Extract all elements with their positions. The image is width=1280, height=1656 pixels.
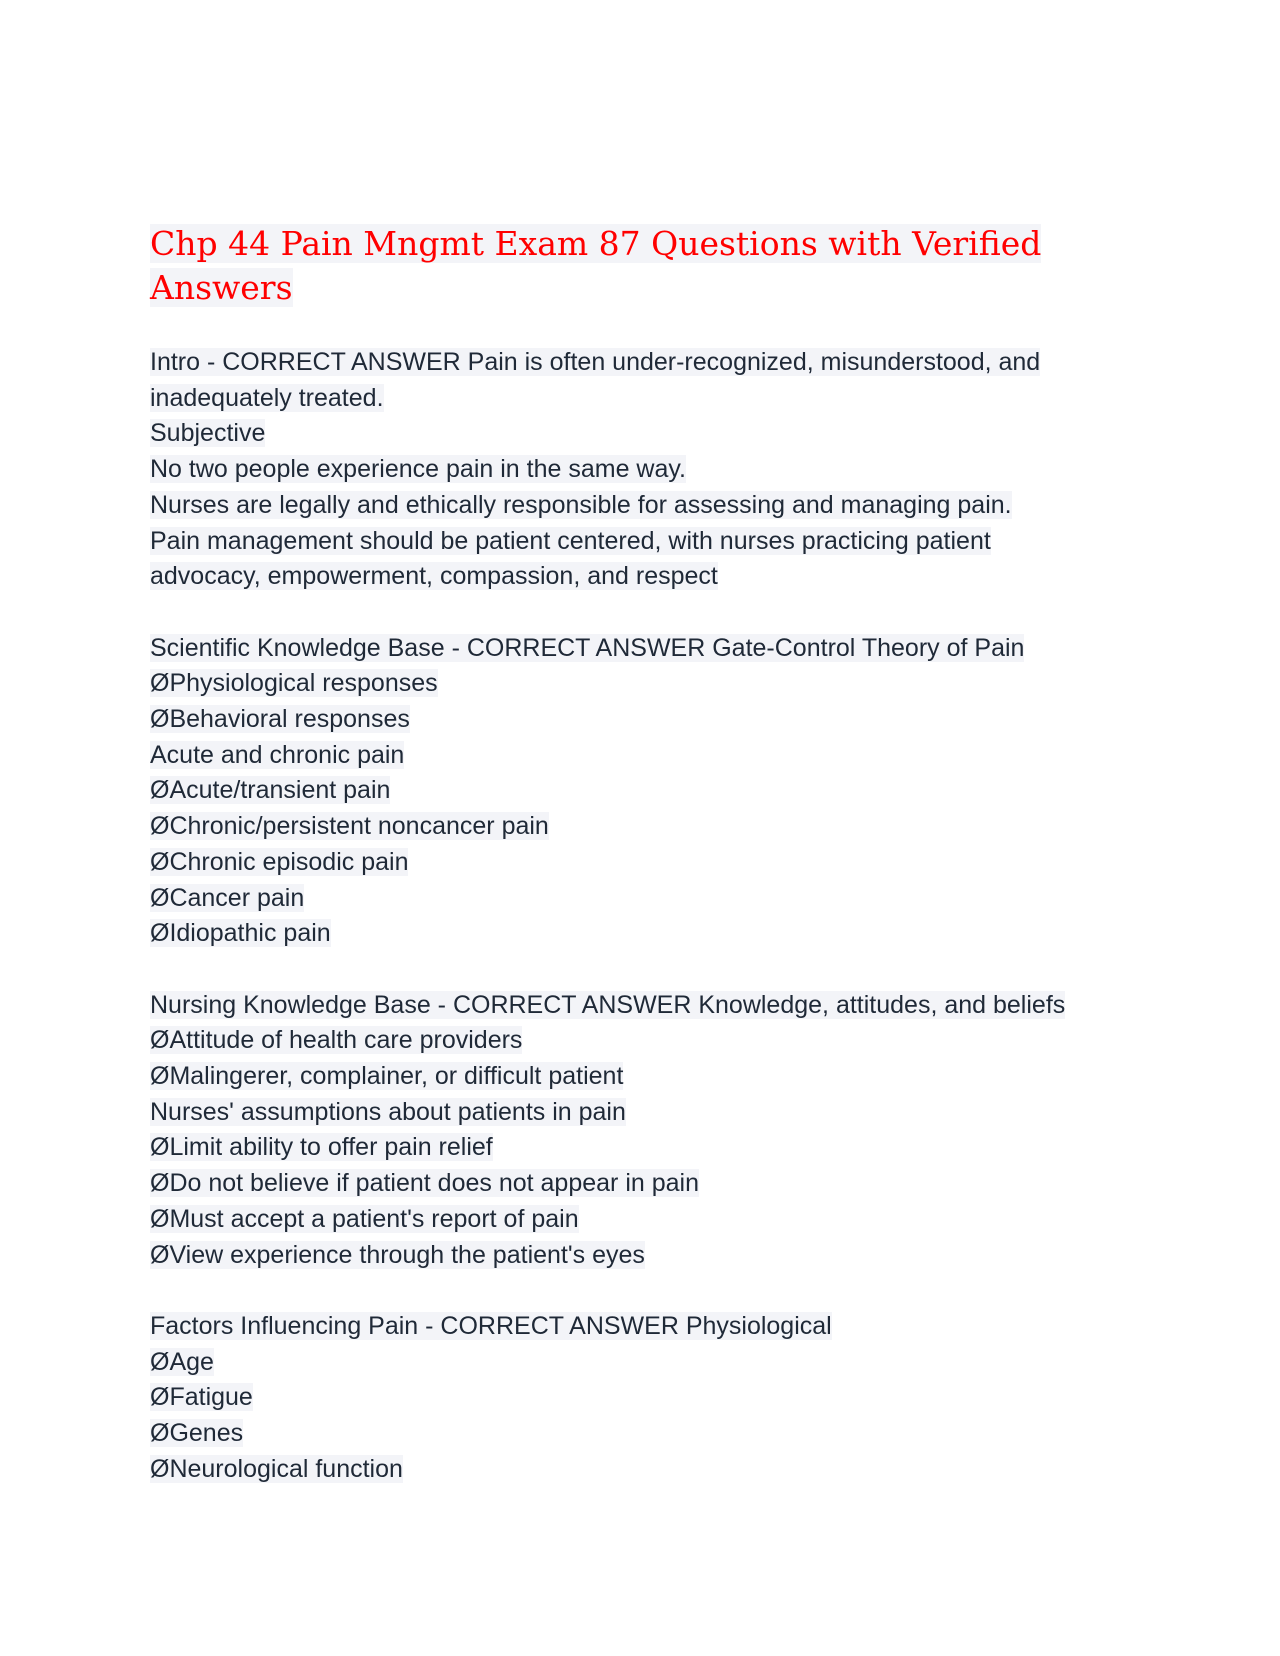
text-line: ØFatigue [150,1383,253,1412]
text-line: ØNeurological function [150,1454,403,1483]
text-line: ØMalingerer, complainer, or difficult patient [150,1062,624,1091]
text-line: ØPhysiological responses [150,669,438,698]
text-line: Acute and chronic pain [150,740,405,769]
text-line: ØBehavioral responses [150,705,410,734]
text-line: ØAcute/transient pain [150,776,391,805]
text-line: ØDo not believe if patient does not appear in pain [150,1169,699,1198]
title-line-2: Answers [150,268,293,307]
text-line: Nursing Knowledge Base - CORRECT ANSWER Knowledge, attitudes, and beliefs [150,990,1066,1019]
paragraph-gap [150,595,1150,631]
text-line: Pain management should be patient centered, with nurses practicing patient [150,526,991,555]
text-line: ØLimit ability to offer pain relief [150,1133,493,1162]
text-line: Intro - CORRECT ANSWER Pain is often under-recognized, misunderstood, and [150,348,1041,376]
text-line: Subjective [150,419,266,448]
text-line: Nurses are legally and ethically responsible for assessing and managing pain. [150,490,1012,519]
text-line: ØAttitude of health care providers [150,1026,523,1055]
text-line: ØAge [150,1347,214,1376]
document-title [150,222,1150,310]
text-line: Nurses' assumptions about patients in pain [150,1097,626,1126]
text-line: ØView experience through the patient's eyes [150,1240,645,1269]
text-line: inadequately treated. [150,383,384,412]
paragraph-gap [150,1273,1150,1309]
section-factors-influencing-pain [150,1309,1150,1488]
text-line: ØGenes [150,1419,244,1448]
section-scientific-knowledge-base [150,631,1150,952]
text-line: Scientific Knowledge Base - CORRECT ANSWER Gate-Control Theory of Pain [150,633,1025,662]
title-line-1: Chp 44 Pain Mngmt Exam 87 Questions with Verified [150,224,1042,263]
text-line: Factors Influencing Pain - CORRECT ANSWER Physiological [150,1311,832,1340]
document-body [150,345,1150,1487]
section-intro [150,345,1150,595]
text-line: ØIdiopathic pain [150,919,331,948]
text-line: advocacy, empowerment, compassion, and respect [150,562,718,591]
text-line: No two people experience pain in the same way. [150,455,686,484]
text-line: ØChronic/persistent noncancer pain [150,812,549,841]
paragraph-gap [150,952,1150,988]
text-line: ØMust accept a patient's report of pain [150,1204,579,1233]
section-nursing-knowledge-base [150,988,1150,1274]
text-line: ØChronic episodic pain [150,847,409,876]
text-line: ØCancer pain [150,883,305,912]
